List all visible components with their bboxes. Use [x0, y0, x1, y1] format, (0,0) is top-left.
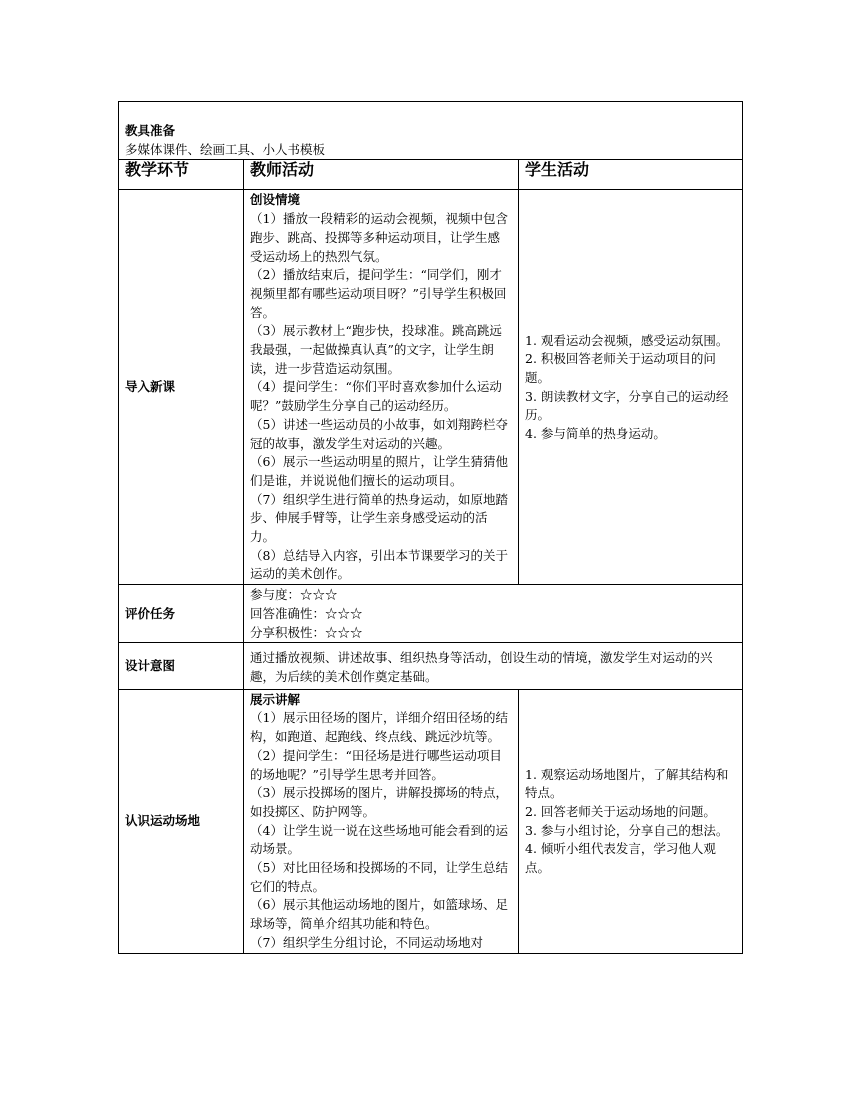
evaluation-content [244, 585, 743, 643]
teacher-item: （2）提问学生：“田径场是进行哪些运动项目的场地呢？”引导学生思考并回答。 [250, 747, 502, 782]
student-item: 1. 观察运动场地图片，了解其结构和特点。 [525, 766, 729, 801]
intent-content: 通过播放视频、讲述故事、组织热身等活动，创设生动的情境，激发学生对运动的兴趣，为后续的美术创作奠定基础。 [244, 643, 743, 689]
teacher-activity-venue [244, 689, 519, 953]
header-student: 学生活动 [519, 160, 743, 190]
student-activity-intro [519, 190, 743, 585]
teacher-title-venue: 展示讲解 [250, 691, 301, 707]
prep-row [119, 102, 743, 160]
teacher-title-intro: 创设情境 [250, 192, 301, 208]
student-activity-venue [519, 689, 743, 953]
teacher-item: （2）播放结束后，提问学生：“同学们，刚才视频里都有哪些运动项目呀？”引导学生积极回答。 [250, 267, 507, 320]
student-item: 3. 参与小组讨论，分享自己的想法。 [525, 822, 729, 838]
prep-title: 教具准备 [125, 123, 176, 138]
teacher-item: （4）让学生说一说在这些场地可能会看到的运动场景。 [250, 822, 508, 857]
stage-intent: 设计意图 [119, 643, 244, 689]
evaluation-item: 分享积极性：☆☆☆ [250, 624, 363, 640]
teacher-item: （5）讲述一些运动员的小故事，如刘翔跨栏夺冠的故事，激发学生对运动的兴趣。 [250, 416, 508, 451]
stage-venue: 认识运动场地 [119, 689, 244, 953]
student-item: 2. 积极回答老师关于运动项目的问题。 [525, 351, 716, 386]
student-item: 3. 朗读教材文字，分享自己的运动经历。 [525, 388, 729, 423]
evaluation-row [119, 585, 743, 643]
prep-cell [119, 102, 743, 160]
teacher-item: （6）展示一些运动明星的照片，让学生猜猜他们是谁，并说说他们擅长的运动项目。 [250, 454, 508, 488]
student-item: 1. 观看运动会视频，感受运动氛围。 [525, 332, 729, 348]
teacher-item: （1）展示田径场的图片，详细介绍田径场的结构，如跑道、起跑线、终点线、跳远沙坑等。 [250, 710, 508, 745]
section-venue-row [119, 689, 743, 953]
lesson-plan-table [118, 101, 743, 954]
stage-intro: 导入新课 [119, 190, 244, 585]
section-intro-row [119, 190, 743, 585]
teacher-item: （5）对比田径场和投掷场的不同，让学生总结它们的特点。 [250, 860, 508, 894]
teacher-item: （7）组织学生分组讨论，不同运动场地对 [250, 934, 483, 950]
intent-row [119, 643, 743, 689]
teacher-item: （8）总结导入内容，引出本节课要学习的关于运动的美术创作。 [250, 547, 508, 582]
header-row [119, 160, 743, 190]
prep-content: 多媒体课件、绘画工具、小人书模板 [125, 141, 326, 157]
student-item: 4. 倾听小组代表发言，学习他人观点。 [525, 841, 716, 876]
evaluation-item: 回答准确性：☆☆☆ [250, 605, 363, 621]
teacher-item: （3）展示投掷场的图片，讲解投掷场的特点，如投掷区、防护网等。 [250, 785, 508, 819]
student-item: 2. 回答老师关于运动场地的问题。 [525, 803, 716, 819]
student-item: 4. 参与简单的热身运动。 [525, 426, 666, 442]
teacher-item: （4）提问学生：“你们平时喜欢参加什么运动呢？”鼓励学生分享自己的运动经历。 [250, 379, 502, 414]
header-stage: 教学环节 [119, 160, 244, 190]
teacher-item: （1）播放一段精彩的运动会视频，视频中包含跑步、跳高、投掷等多种运动项目，让学生感受运动场上的热烈气氛。 [250, 211, 508, 264]
teacher-item: （3）展示教材上“跑步快，投球准。跳高跳远我最强，一起做操真认真”的文字，让学生朗读，进一步营造运动氛围。 [250, 323, 502, 376]
evaluation-item: 参与度：☆☆☆ [250, 587, 338, 603]
header-teacher: 教师活动 [244, 160, 519, 190]
teacher-activity-intro [244, 190, 519, 585]
stage-evaluation: 评价任务 [119, 585, 244, 643]
teacher-item: （7）组织学生进行简单的热身运动，如原地踏步、伸展手臂等，让学生亲身感受运动的活力。 [250, 491, 508, 545]
teacher-item: （6）展示其他运动场地的图片，如篮球场、足球场等，简单介绍其功能和特色。 [250, 897, 508, 932]
